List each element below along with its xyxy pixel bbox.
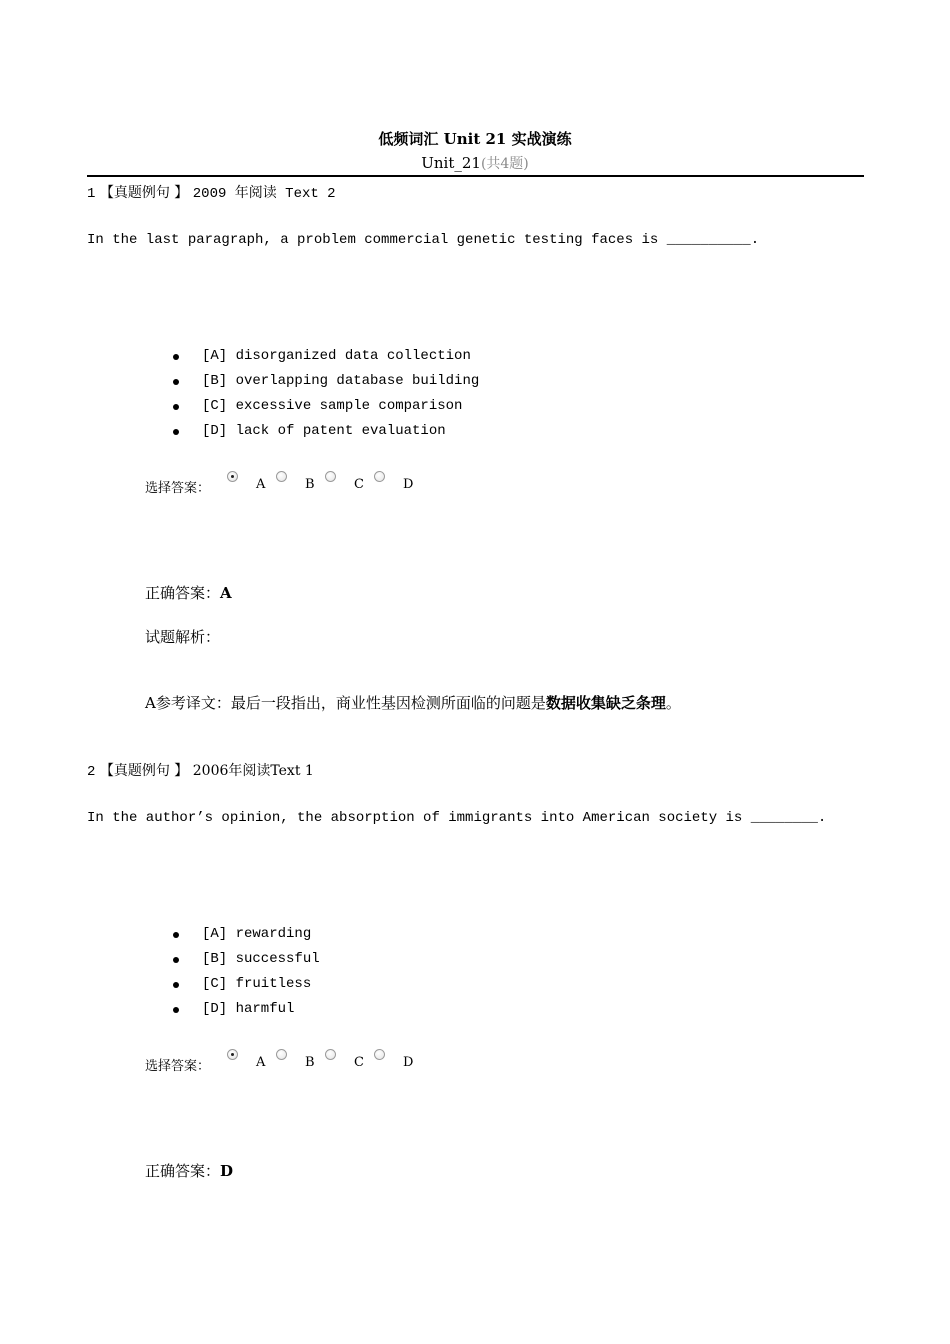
radio-d[interactable] — [374, 471, 385, 482]
question-1-correct-answer — [145, 582, 232, 603]
radio-b[interactable] — [276, 1049, 287, 1060]
question-source: 2006年阅读Text 1 — [192, 763, 314, 779]
radio-b[interactable] — [276, 471, 287, 482]
question-2-options — [170, 922, 320, 1022]
choice-b-label: B — [305, 477, 315, 492]
correct-answer-label: 正确答案： — [145, 584, 221, 602]
question-1-header — [87, 182, 336, 202]
question-number: 2 — [87, 764, 96, 780]
choice-a-label: A — [256, 1055, 266, 1070]
option-item: [C] excessive sample comparison — [170, 394, 479, 419]
question-2-answer-selector — [145, 1047, 445, 1074]
question-tag: 【真题例句 】 — [99, 185, 189, 201]
translation-text: A参考译文：最后一段指出，商业性基因检测所面临的问题是 — [145, 694, 546, 712]
header-divider — [87, 175, 864, 177]
option-item: [C] fruitless — [170, 972, 320, 997]
choice-c-label: C — [354, 477, 364, 492]
option-item: [A] disorganized data collection — [170, 344, 479, 369]
radio-d[interactable] — [374, 1049, 385, 1060]
document-title: 低频词汇 Unit 21 实战演练 — [378, 130, 572, 148]
choice-a-label: A — [256, 477, 266, 492]
option-item: [D] harmful — [170, 997, 320, 1022]
choice-c-label: C — [354, 1055, 364, 1070]
question-1-answer-selector — [145, 469, 445, 496]
correct-answer-label: 正确答案： — [145, 1162, 221, 1180]
choice-d-label: D — [403, 1055, 414, 1070]
question-count: (共4题) — [480, 156, 529, 172]
question-2-correct-answer — [145, 1160, 233, 1181]
select-answer-label: 选择答案： — [145, 481, 211, 496]
correct-answer-value: D — [220, 1162, 234, 1180]
question-2-text: In the author’s opinion, the absorption of immigrants into American society is ________. — [87, 810, 827, 826]
radio-c[interactable] — [325, 471, 336, 482]
radio-c[interactable] — [325, 1049, 336, 1060]
question-1-options — [170, 344, 479, 444]
question-source: 2009 年阅读 Text 2 — [192, 186, 336, 202]
question-number: 1 — [87, 186, 96, 202]
question-tag: 【真题例句 】 — [99, 763, 189, 779]
question-2-header — [87, 760, 314, 780]
radio-a[interactable] — [227, 471, 238, 482]
unit-name: Unit_21 — [421, 154, 481, 172]
radio-a[interactable] — [227, 1049, 238, 1060]
question-1-analysis-label: 试题解析： — [145, 628, 221, 646]
option-item: [D] lack of patent evaluation — [170, 419, 479, 444]
select-answer-label: 选择答案： — [145, 1059, 211, 1074]
translation-highlight: 数据收集缺乏条理 — [545, 694, 666, 712]
question-1-translation — [145, 692, 681, 713]
choice-b-label: B — [305, 1055, 315, 1070]
correct-answer-value: A — [220, 584, 232, 602]
unit-subtitle — [0, 153, 950, 173]
translation-end: 。 — [665, 694, 681, 712]
choice-d-label: D — [403, 477, 414, 492]
option-item: [B] successful — [170, 947, 320, 972]
question-1-text: In the last paragraph, a problem commercial genetic testing faces is __________. — [87, 232, 760, 248]
option-item: [B] overlapping database building — [170, 369, 479, 394]
option-item: [A] rewarding — [170, 922, 320, 947]
